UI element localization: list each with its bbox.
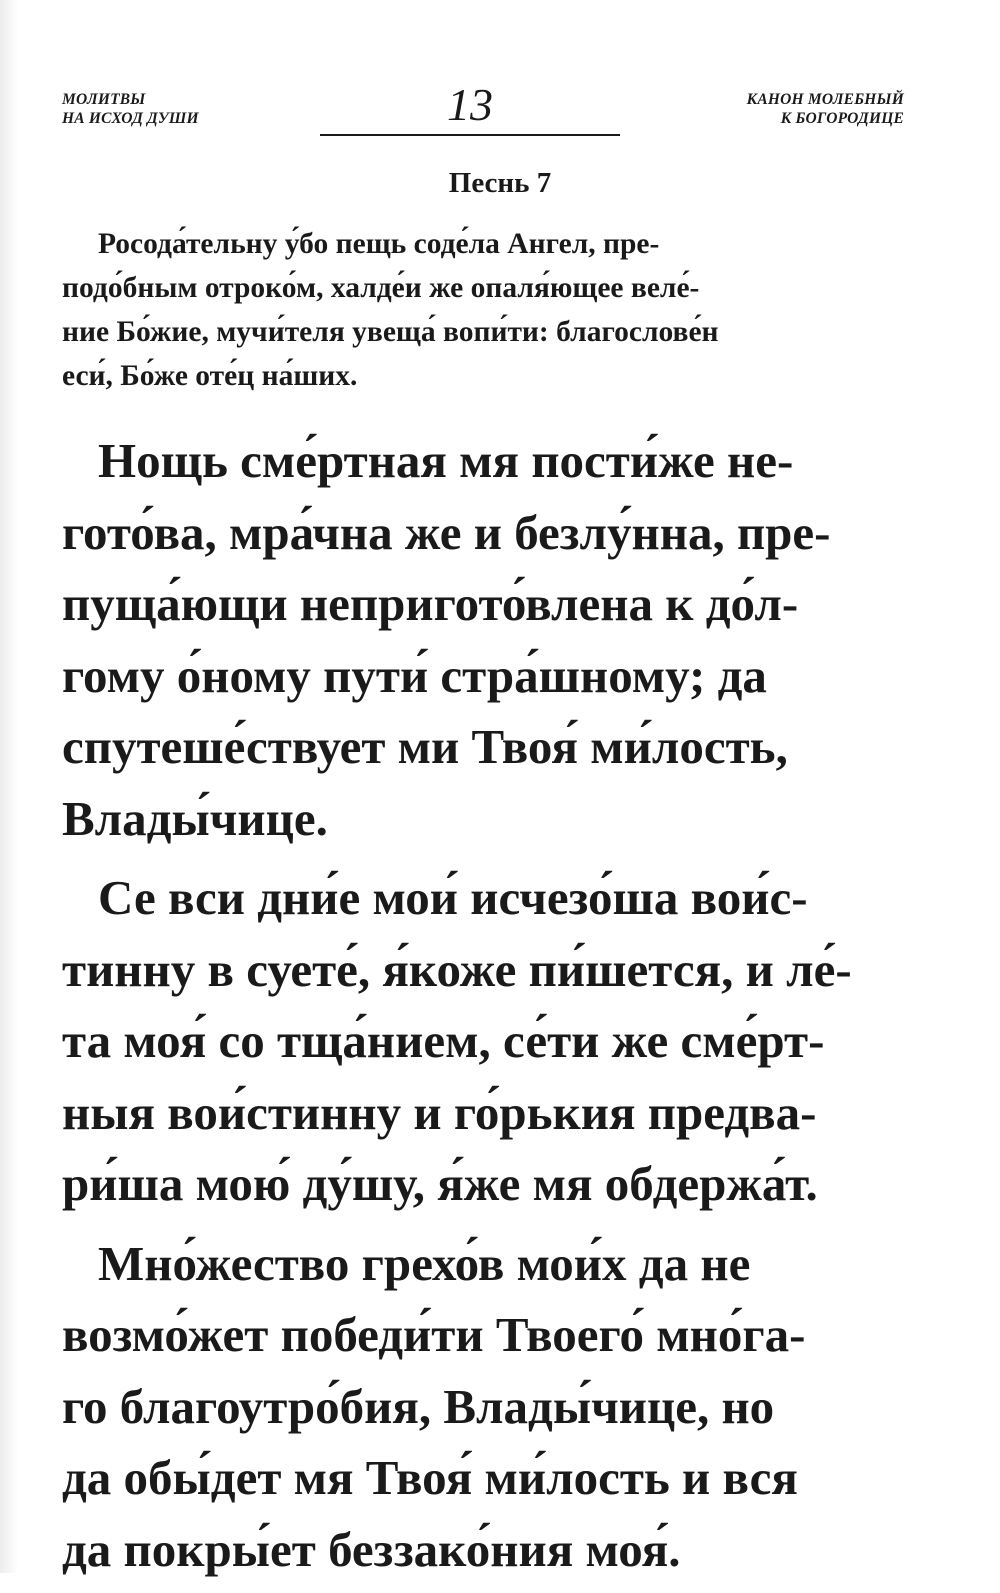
troparion-line: та моя́ со тща́нием, се́ти же сме́рт-	[62, 1013, 825, 1068]
troparion-paragraph	[62, 1228, 900, 1586]
troparion-line: возмо́жет победи́ти Твоего́ мно́га-	[62, 1307, 806, 1362]
header-right-line: К БОГОРОДИЦЕ	[780, 110, 904, 127]
troparion-line: спутеше́ствует ми Твоя́ ми́лость,	[62, 719, 788, 774]
header-section-title	[747, 90, 904, 128]
running-header	[62, 79, 904, 148]
troparion-line: Нощь сме́ртная мя пости́же не-	[98, 433, 794, 488]
page-edge-shadow	[0, 0, 18, 1573]
troparion-line: пуща́ющи непригото́влена к до́л-	[62, 576, 799, 631]
irmos-paragraph	[62, 222, 900, 398]
irmos-line: ние Бо́жие, мучи́теля увеща́ вопи́ти: благослове́н	[62, 316, 719, 348]
troparia-block	[62, 425, 900, 1593]
header-left-line: МОЛИТВЫ	[62, 91, 146, 108]
troparion-line: ныя вои́стинну и го́рькия предва-	[62, 1084, 817, 1140]
song-title: Песнь 7	[448, 167, 552, 199]
header-right-line: КАНОН МОЛЕБНЫЙ	[746, 91, 904, 108]
troparion-line: ри́ша мою́ ду́шу, я́же мя обдержа́т.	[62, 1156, 818, 1211]
header-left-line: НА ИСХОД ДУШИ	[62, 110, 199, 127]
troparion-line: да покры́ет беззако́ния моя́.	[62, 1521, 681, 1577]
troparion-line: Се вси дни́е мои́ исчезо́ша вои́с-	[98, 870, 808, 925]
troparion-paragraph	[62, 425, 900, 854]
troparion-line: Мно́жество грехо́в мои́х да не	[98, 1235, 751, 1291]
troparion-line: гому о́ному пути́ стра́шному; да	[62, 647, 767, 703]
troparion-line: гото́ва, мра́чна же и безлу́нна, пре-	[62, 504, 831, 560]
irmos-line: подо́бным отроко́м, халде́и же опаля́ющее веле́-	[62, 272, 700, 304]
troparion-line: Влады́чице.	[62, 790, 328, 846]
troparion-line: го благоутро́бия, Влады́чице, но	[62, 1378, 775, 1434]
troparion-line: тинну в суете́, я́коже пи́шется, и ле́-	[62, 941, 852, 997]
troparion-line: да обы́дет мя Твоя́ ми́лость и вся	[62, 1450, 798, 1505]
troparion-paragraph	[62, 862, 900, 1220]
header-book-title	[62, 90, 199, 128]
header-rule	[320, 134, 620, 136]
page-number: 13	[447, 79, 493, 130]
irmos-line: еси́, Бо́же оте́ц на́ших.	[62, 360, 358, 392]
irmos-line: Росода́тельну у́бо пещь соде́ла Ангел, пре-	[98, 228, 660, 260]
